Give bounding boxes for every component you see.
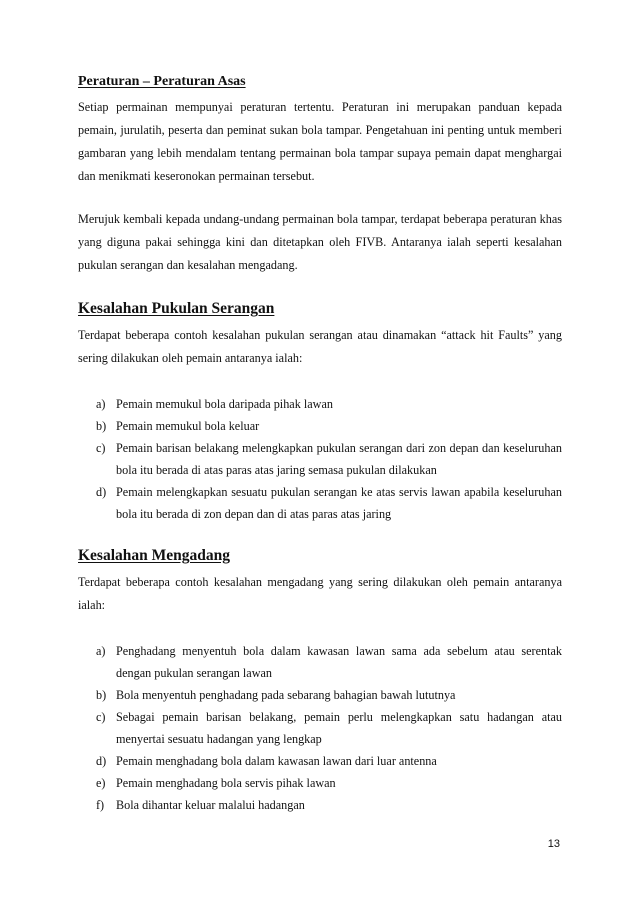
paragraph-pukulan-intro: Terdapat beberapa contoh kesalahan pukulan serangan atau dinamakan “attack hit Faults” yang sering dilakukan oleh pemain antaranya ialah:: [78, 328, 562, 365]
list-marker: f): [96, 798, 105, 812]
page-number: 13: [547, 838, 560, 850]
list-marker: c): [96, 710, 106, 724]
list-marker: a): [96, 644, 106, 658]
list-item: [96, 393, 562, 415]
list-item: [96, 481, 562, 525]
list-item: [96, 640, 562, 684]
list-item: [96, 750, 562, 772]
list-marker: c): [96, 441, 106, 455]
list-marker: a): [96, 397, 106, 411]
paragraph-fivb: Merujuk kembali kepada undang-undang permainan bola tampar, terdapat beberapa peraturan khas yang diguna pakai sehingga kini dan ditetapkan oleh FIVB. Antaranya ialah seperti kesalahan pukulan serangan dan kesalahan mengadang.: [78, 212, 562, 272]
paragraph-mengadang-intro: Terdapat beberapa contoh kesalahan mengadang yang sering dilakukan oleh pemain antaranya ialah:: [78, 575, 562, 612]
list-mengadang: [96, 640, 562, 816]
section-heading-pukulan-serangan: Kesalahan Pukulan Serangan: [78, 300, 275, 317]
list-pukulan-serangan: [96, 393, 562, 525]
list-item-text: Pemain menghadang bola dalam kawasan lawan dari luar antenna: [116, 754, 437, 768]
list-item-text: Pemain menghadang bola servis pihak lawan: [116, 776, 336, 790]
paragraph-intro: Setiap permainan mempunyai peraturan tertentu. Peraturan ini merupakan panduan kepada pemain, jurulatih, peserta dan peminat sukan bola tampar. Pengetahuan ini penting untuk memberi gambaran yang lebih mendalam tentang permainan bola tampar supaya pemain dapat menghargai dan menikmati keseronokan permainan tersebut.: [78, 100, 562, 183]
list-item: [96, 706, 562, 750]
section-heading-mengadang: Kesalahan Mengadang: [78, 547, 231, 564]
list-item: [96, 415, 562, 437]
section-heading-peraturan-asas: Peraturan – Peraturan Asas: [78, 74, 246, 89]
list-marker: e): [96, 776, 106, 790]
list-marker: d): [96, 754, 107, 768]
list-item-text: Pemain memukul bola daripada pihak lawan: [116, 397, 333, 411]
list-item: [96, 437, 562, 481]
list-marker: b): [96, 688, 107, 702]
list-item: [96, 772, 562, 794]
list-item: [96, 794, 562, 816]
list-item-text: Pemain barisan belakang melengkapkan pukulan serangan dari zon depan dan keseluruhan bola itu berada di atas paras atas jaring semasa pukulan dilakukan: [116, 441, 562, 477]
list-item-text: Pemain memukul bola keluar: [116, 419, 260, 433]
list-item: [96, 684, 562, 706]
list-marker: b): [96, 419, 107, 433]
list-item-text: Bola dihantar keluar malalui hadangan: [116, 798, 305, 812]
list-item-text: Bola menyentuh penghadang pada sebarang bahagian bawah lututnya: [116, 688, 456, 702]
list-item-text: Sebagai pemain barisan belakang, pemain perlu melengkapkan satu hadangan atau menyertai sesuatu hadangan yang lengkap: [116, 710, 562, 746]
list-item-text: Penghadang menyentuh bola dalam kawasan lawan sama ada sebelum atau serentak dengan pukulan serangan lawan: [116, 644, 562, 680]
list-item-text: Pemain melengkapkan sesuatu pukulan serangan ke atas servis lawan apabila keseluruhan bola itu berada di zon depan dan di atas paras atas jaring: [116, 485, 562, 521]
list-marker: d): [96, 485, 107, 499]
